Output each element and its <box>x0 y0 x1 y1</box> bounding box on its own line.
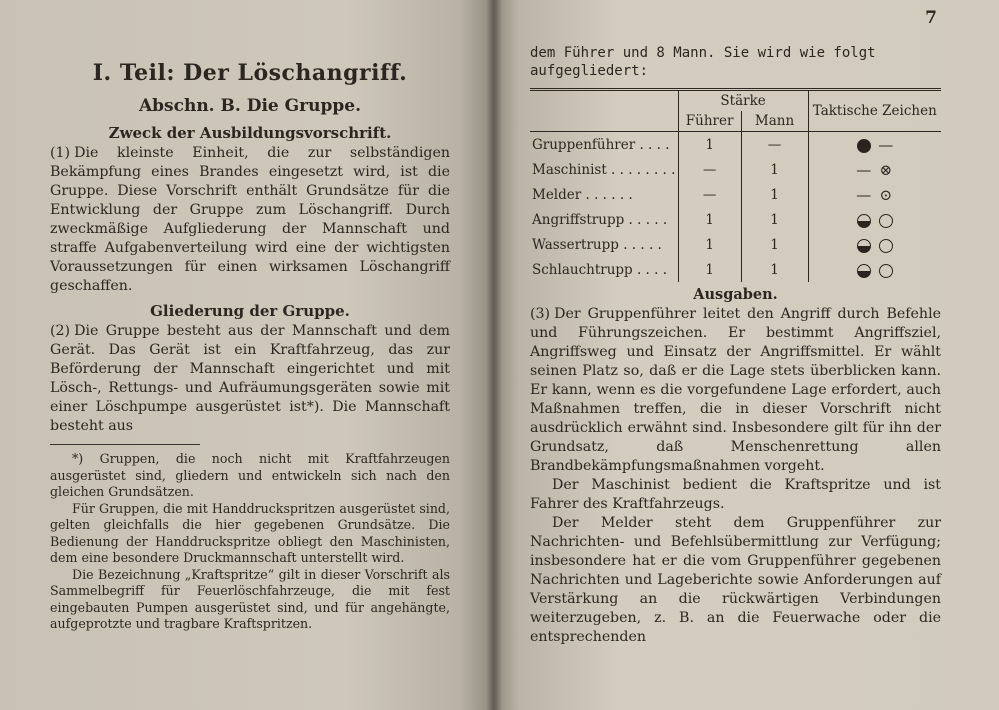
dash-symbol: — <box>856 185 872 204</box>
empty-circle-icon <box>875 211 897 229</box>
footnote-2: Für Gruppen, die mit Handdruckspritzen ausgerüstet sind, gelten gleichfalls die hier gegebenen Grundsätze. Die Bedienung der Handdruckspritze obliegt den Maschinisten, dem eine besondere Druckmannschaft unterstellt wird. <box>50 500 450 565</box>
fuehrer-cell: 1 <box>678 132 741 158</box>
role-cell: Melder . . . . . . <box>532 186 633 203</box>
role-cell: Angriffstrupp . . . . . <box>532 211 668 228</box>
role-cell: Wassertrupp . . . . . <box>532 236 662 253</box>
table-row <box>530 182 941 207</box>
half-filled-circle-icon <box>853 261 875 279</box>
dotted-circle-icon: ⊙ <box>879 185 893 204</box>
dash-symbol: — <box>856 160 872 179</box>
table-row <box>530 232 941 257</box>
section-title: Abschn. B. Die Gruppe. <box>138 96 362 116</box>
header-empty <box>530 111 678 132</box>
mann-cell: 1 <box>741 257 808 282</box>
header-zeichen: Taktische Zeichen <box>808 90 941 132</box>
empty-circle-icon <box>875 236 897 254</box>
fuehrer-cell: 1 <box>678 232 741 257</box>
crossed-circle-icon: ⊗ <box>879 160 893 179</box>
paragraph-text: Der Gruppenführer leitet den Angriff durch Befehle und Führungszeichen. Er bestimmt Angriffsziel, Angriffsweg und Einsatz der Angriffsmittel. Er wählt seinen Platz so, daß er die Lage stets überblicken kann. Er kann, wenn es die vorgefundene Lage erfordert, auch Maßnahmen treffen, die in dieser Vorschrift nicht ausdrücklich erwähnt sind. Insbesondere gilt für ihn der Grundsatz, daß Menschenrettung allen Brandbekämpfungsmaßnahmen vorgeht. <box>530 306 941 474</box>
mann-cell: 1 <box>741 182 808 207</box>
header-staerke: Stärke <box>678 90 808 112</box>
role-cell: Schlauchtrupp . . . . <box>532 261 668 278</box>
paragraph-5: Der Melder steht dem Gruppenführer zur Nachrichten- und Befehlsübermittlung zur Verfügung; insbesondere hat er die vom Gruppenführer gegebenen Nachrichten und Lageberichte sowie Anforderungen auf Verstärkung an die rückwärtigen Verbindungen weiterzugeben, z. B. an die Feuerwache oder die entsprechenden <box>530 515 941 645</box>
part-title: I. Teil: Der Löschangriff. <box>92 60 408 86</box>
fuehrer-cell: 1 <box>678 257 741 282</box>
footnote-divider <box>50 444 200 445</box>
tactical-sign-cell <box>808 207 941 232</box>
right-page <box>494 0 999 710</box>
tactical-sign-cell <box>808 157 941 182</box>
paragraph-2 <box>50 322 450 436</box>
table-row <box>530 257 941 282</box>
fuehrer-cell: — <box>678 157 741 182</box>
table-row <box>530 157 941 182</box>
paragraph-text: Die Gruppe besteht aus der Mannschaft und dem Gerät. Das Gerät ist ein Kraftfahrzeug, das zur Beförderung der Mannschaft eingerichtet und mit Lösch-, Rettungs- und Aufräumungsgeräten sowie mit einer Löschpumpe ausgerüstet ist*). Die Mannschaft besteht aus <box>50 323 450 434</box>
mann-cell: 1 <box>741 232 808 257</box>
tactical-sign-cell <box>808 182 941 207</box>
half-filled-circle-icon <box>853 211 875 229</box>
fuehrer-cell: — <box>678 182 741 207</box>
mann-cell: 1 <box>741 157 808 182</box>
header-fuehrer: Führer <box>678 111 741 132</box>
paragraph-text: Die kleinste Einheit, die zur selbständigen Bekämpfung eines Brandes eingesetzt wird, ist die Gruppe. Diese Vorschrift enthält Grundsätze für die Entwicklung der Gruppe zum Löschangriff. Durch zweckmäßige Aufgliederung der Mannschaft und straffe Aufgabenverteilung wird eine der wichtigsten Voraussetzungen für einen wirksamen Löschangriff geschaffen. <box>50 145 450 294</box>
page-number: 7 <box>925 8 937 28</box>
footnote-1: *) Gruppen, die noch nicht mit Kraftfahrzeugen ausgerüstet sind, gliedern und entwickeln sich nach den gleichen Grundsätzen. <box>50 451 450 499</box>
paragraph-3 <box>530 305 941 476</box>
mann-cell: 1 <box>741 207 808 232</box>
table-header-row <box>530 90 941 112</box>
strength-table <box>530 88 941 282</box>
dash-symbol: — <box>878 135 894 154</box>
filled-circle-icon <box>853 136 875 154</box>
header-empty <box>530 90 678 112</box>
book-gutter <box>486 0 502 710</box>
role-cell: Gruppenführer . . . . <box>532 136 670 153</box>
half-filled-circle-icon <box>853 236 875 254</box>
tactical-sign-cell <box>808 232 941 257</box>
empty-circle-icon <box>875 261 897 279</box>
paragraph-1 <box>50 144 450 296</box>
subheading-structure: Gliederung der Gruppe. <box>150 302 350 320</box>
tactical-sign-cell <box>808 257 941 282</box>
table-row <box>530 132 941 158</box>
header-mann: Mann <box>741 111 808 132</box>
mann-cell: — <box>741 132 808 158</box>
tactical-sign-cell <box>808 132 941 158</box>
footnote-3: Die Bezeichnung „Kraftspritze“ gilt in dieser Vorschrift als Sammelbegriff für Feuerlöschfahrzeuge, die mit fest eingebauten Pumpen ausgerüstet sind, und für angehängte, aufgeprotzte und tragbare Kraftspritzen. <box>50 566 450 631</box>
role-cell: Maschinist . . . . . . . . <box>532 161 676 178</box>
paragraph-number: (2) <box>50 323 71 339</box>
subheading-tasks: Ausgaben. <box>693 286 778 303</box>
table-row <box>530 207 941 232</box>
paragraph-number: (3) <box>530 306 551 322</box>
subheading-purpose: Zweck der Ausbildungsvorschrift. <box>108 124 392 142</box>
intro-text: dem Führer und 8 Mann. Sie wird wie folgt aufgegliedert: <box>530 45 876 79</box>
paragraph-number: (1) <box>50 145 71 161</box>
fuehrer-cell: 1 <box>678 207 741 232</box>
left-page <box>0 0 494 710</box>
paragraph-4: Der Maschinist bedient die Kraftspritze und ist Fahrer des Kraftfahrzeugs. <box>530 477 941 512</box>
